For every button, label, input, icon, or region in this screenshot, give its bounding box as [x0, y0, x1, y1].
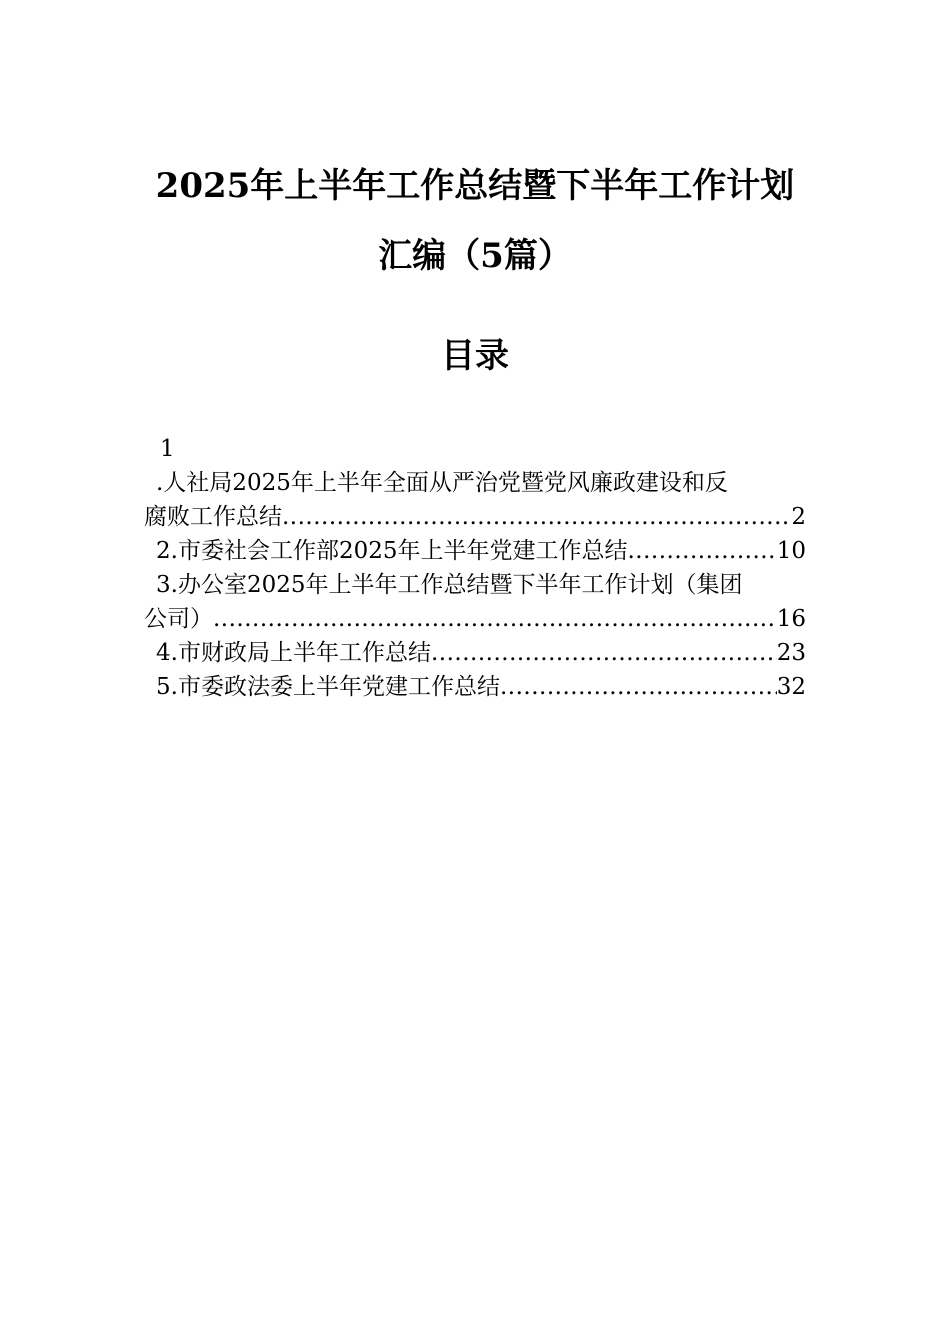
- toc-item-5[interactable]: [156, 670, 806, 704]
- toc-dot-leader: [500, 670, 777, 704]
- document-title-line-1: 2025年上半年工作总结暨下半年工作计划: [155, 166, 795, 206]
- toc-item-1-line-1[interactable]: [156, 466, 806, 500]
- toc-item-1-title-part-2: 腐败工作总结: [144, 504, 282, 530]
- toc-item-3-title-part-1: 3.办公室2025年上半年工作总结暨下半年工作计划（集团: [156, 572, 743, 598]
- toc-dot-leader: [213, 602, 777, 636]
- toc-dot-leader: [282, 500, 791, 534]
- toc-item-1-line-2[interactable]: [144, 500, 806, 534]
- toc-item-5-page: 32: [776, 674, 806, 700]
- toc-item-1-title-part-1: .人社局2025年上半年全面从严治党暨党风廉政建设和反: [156, 470, 728, 496]
- toc-dot-leader: [431, 636, 777, 670]
- document-title-line-2: 汇编（5篇）: [378, 236, 572, 276]
- toc-item-1-page: 2: [791, 504, 806, 530]
- toc-dot-leader: [627, 534, 776, 568]
- toc-item-3-title-part-2: 公司）: [144, 606, 213, 632]
- toc-item-1-number: 1: [160, 436, 175, 462]
- toc-item-3-line-1[interactable]: [156, 568, 806, 602]
- toc-item-2-title: 2.市委社会工作部2025年上半年党建工作总结: [156, 538, 628, 564]
- toc-item-2-page: 10: [776, 538, 806, 564]
- toc-item-3-page: 16: [776, 606, 806, 632]
- toc-item-2[interactable]: [156, 534, 806, 568]
- toc-heading: 目录: [441, 336, 509, 376]
- toc-item-5-title: 5.市委政法委上半年党建工作总结: [156, 674, 500, 700]
- toc-item-3-line-2[interactable]: [144, 602, 806, 636]
- toc-item-4-title: 4.市财政局上半年工作总结: [156, 640, 431, 666]
- toc-item-4[interactable]: [156, 636, 806, 670]
- toc-item-4-page: 23: [776, 640, 806, 666]
